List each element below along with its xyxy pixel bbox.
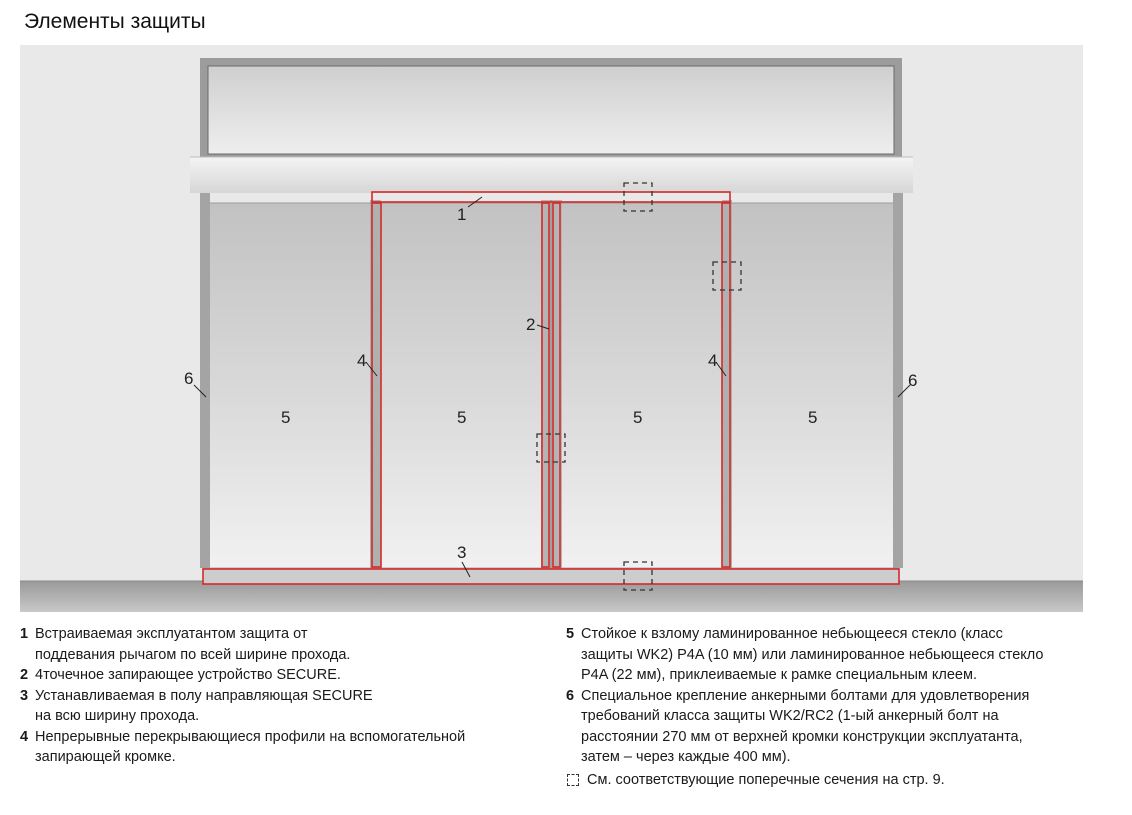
legend-item-3 [20, 686, 540, 727]
callout-6-right: 6 [908, 371, 918, 390]
callout-2: 2 [526, 315, 536, 334]
legend-text: Стойкое к взлому ламинированное небьющееся стекло (класс защиты WK2) P4A (10 мм) или ламинированное небьющееся стекло P4A (22 мм), приклеиваемые к рамке специальным клеем. [581, 626, 1044, 683]
legend-item-6 [566, 686, 1086, 768]
legend-key: 6 [566, 687, 575, 704]
transom-panel [208, 66, 894, 154]
frame-post-right [893, 193, 903, 568]
section-note [566, 770, 1086, 791]
floor [20, 581, 1083, 612]
glass-pane-2 [381, 203, 541, 568]
callout-6-left: 6 [184, 369, 194, 388]
legend-text: Устанавливаемая в полу направляющая SECURE на всю ширину прохода. [35, 687, 373, 724]
legend-key: 5 [566, 626, 575, 642]
dashed-square-icon [567, 774, 579, 786]
legend-key: 1 [20, 626, 29, 642]
canopy-beam [190, 157, 913, 193]
legend-item-5 [566, 624, 1086, 686]
section-note-text: См. соответствующие поперечные сечения на стр. 9. [587, 771, 945, 788]
legend-text: Встраиваемая эксплуатантом защита от поддевания рычагом по всей ширине прохода. [35, 626, 351, 663]
glass-pane-3 [562, 203, 722, 568]
threshold [203, 568, 899, 584]
callout-5-c: 5 [633, 408, 643, 427]
legend-item-2 [20, 665, 540, 686]
page-title: Элементы защиты [24, 10, 206, 33]
callout-1: 1 [457, 205, 467, 224]
callout-3: 3 [457, 543, 467, 562]
callout-5-a: 5 [281, 408, 291, 427]
legend-text: Специальное крепление анкерными болтами для удовлетворения требований класса защиты WK2/RC2 (1-ый анкерный болт на расстоянии 270 мм от верхней кромки конструкции эксплуатанта, затем – через каждые 400 мм). [581, 687, 1030, 765]
legend-item-4 [20, 727, 540, 768]
callout-5-b: 5 [457, 408, 467, 427]
callout-4-right: 4 [708, 351, 718, 370]
callout-4-left: 4 [357, 351, 367, 370]
legend-key: 4 [20, 728, 29, 745]
legend-item-1 [20, 624, 540, 665]
frame-post-left [200, 193, 210, 568]
legend-right [566, 624, 1086, 790]
glass-pane-1 [210, 203, 370, 568]
glass-pane-4 [732, 203, 893, 568]
legend-text: 4точечное запирающее устройство SECURE. [35, 667, 341, 683]
legend-left [20, 624, 540, 768]
legend-key: 3 [20, 687, 29, 704]
callout-5-d: 5 [808, 408, 818, 427]
legend-key: 2 [20, 667, 29, 683]
legend-text: Непрерывные перекрывающиеся профили на вспомогательной запирающей кромке. [35, 728, 466, 765]
